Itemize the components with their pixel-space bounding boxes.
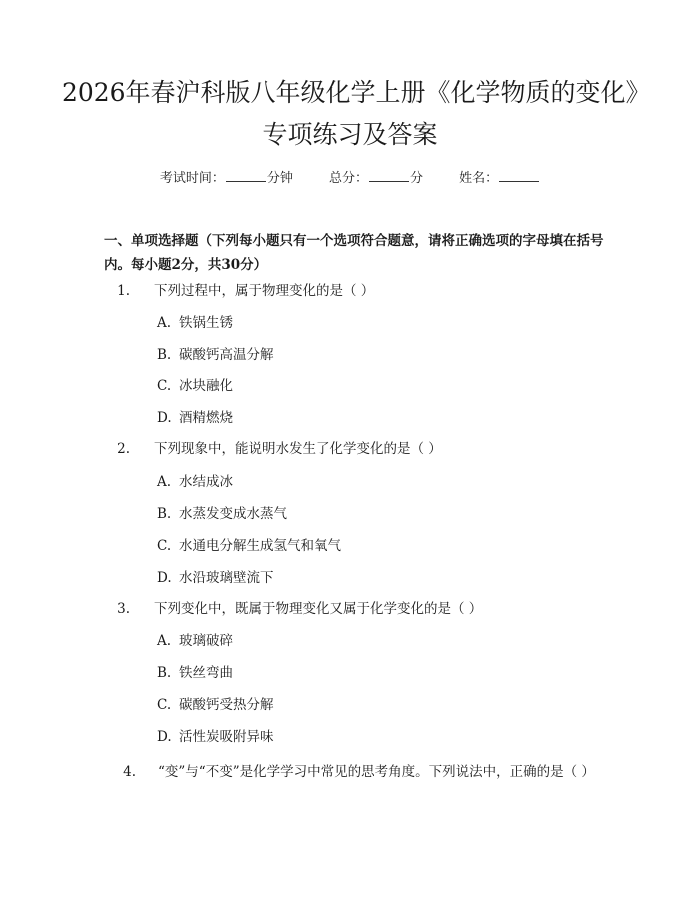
question-text: 下列过程中，属于物理变化的是（ ） bbox=[154, 283, 375, 299]
option-text: 铁丝弯曲 bbox=[179, 665, 233, 681]
option-letter: C. bbox=[157, 697, 172, 713]
option-item bbox=[157, 472, 233, 492]
option-text: 水通电分解生成氢气和氧气 bbox=[179, 538, 341, 554]
option-text: 冰块融化 bbox=[179, 378, 233, 394]
total-score-unit: 分 bbox=[410, 171, 424, 186]
option-letter: D. bbox=[157, 729, 172, 745]
total-score-blank[interactable] bbox=[369, 168, 409, 182]
name-label: 姓名： bbox=[459, 171, 499, 186]
total-score-field bbox=[329, 171, 427, 186]
option-item bbox=[157, 631, 233, 651]
option-letter: C. bbox=[157, 378, 172, 394]
option-item bbox=[157, 695, 274, 715]
option-text: 碳酸钙高温分解 bbox=[179, 347, 274, 363]
section-heading: 一、单项选择题（下列每小题只有一个选项符合题意，请将正确选项的字母填在括号内。每小题2分，共30分） bbox=[104, 233, 604, 273]
option-letter: D. bbox=[157, 410, 172, 426]
question-number: 4. bbox=[123, 764, 136, 780]
option-letter: A. bbox=[157, 315, 172, 331]
option-text: 水蒸发变成水蒸气 bbox=[179, 506, 287, 522]
question-item bbox=[104, 280, 604, 302]
document-title: 2026年春沪科版八年级化学上册《化学物质的变化》专项练习及答案 bbox=[61, 78, 639, 149]
option-item bbox=[157, 536, 341, 556]
option-item bbox=[157, 663, 233, 683]
option-letter: D. bbox=[157, 570, 172, 586]
option-letter: A. bbox=[157, 633, 172, 649]
option-letter: B. bbox=[157, 506, 172, 522]
question-text: 下列现象中，能说明水发生了化学变化的是（ ） bbox=[154, 441, 442, 457]
question-item bbox=[104, 598, 604, 620]
exam-time-unit: 分钟 bbox=[266, 171, 293, 186]
option-item bbox=[157, 408, 233, 428]
question-text: “变”与“不变”是化学学习中常见的思考角度。下列说法中，正确的是（ ） bbox=[158, 764, 595, 780]
name-field bbox=[459, 171, 540, 186]
question-text: 下列变化中，既属于物理变化又属于化学变化的是（ ） bbox=[154, 601, 483, 617]
option-letter: A. bbox=[157, 474, 172, 490]
question-item bbox=[104, 438, 604, 460]
total-score-label: 总分： bbox=[328, 171, 368, 186]
option-text: 玻璃破碎 bbox=[179, 633, 233, 649]
option-text: 铁锅生锈 bbox=[179, 315, 233, 331]
option-text: 碳酸钙受热分解 bbox=[179, 697, 274, 713]
exam-time-field bbox=[160, 171, 297, 186]
exam-info-line bbox=[0, 168, 700, 189]
option-item bbox=[157, 727, 274, 747]
option-item bbox=[157, 568, 274, 588]
question-number: 2. bbox=[117, 441, 130, 457]
option-item bbox=[157, 504, 287, 524]
option-letter: B. bbox=[157, 347, 172, 363]
option-item bbox=[157, 376, 233, 396]
option-text: 水沿玻璃壁流下 bbox=[179, 570, 274, 586]
option-item bbox=[157, 345, 274, 365]
exam-time-label: 考试时间： bbox=[159, 171, 225, 186]
question-number: 3. bbox=[117, 601, 130, 617]
option-text: 水结成冰 bbox=[179, 474, 233, 490]
option-letter: B. bbox=[157, 665, 172, 681]
name-blank[interactable] bbox=[499, 168, 539, 182]
option-text: 活性炭吸附异味 bbox=[179, 729, 274, 745]
option-item bbox=[157, 313, 233, 333]
question-item bbox=[104, 761, 604, 783]
option-letter: C. bbox=[157, 538, 172, 554]
question-number: 1. bbox=[117, 283, 130, 299]
exam-time-blank[interactable] bbox=[226, 168, 266, 182]
option-text: 酒精燃烧 bbox=[179, 410, 233, 426]
